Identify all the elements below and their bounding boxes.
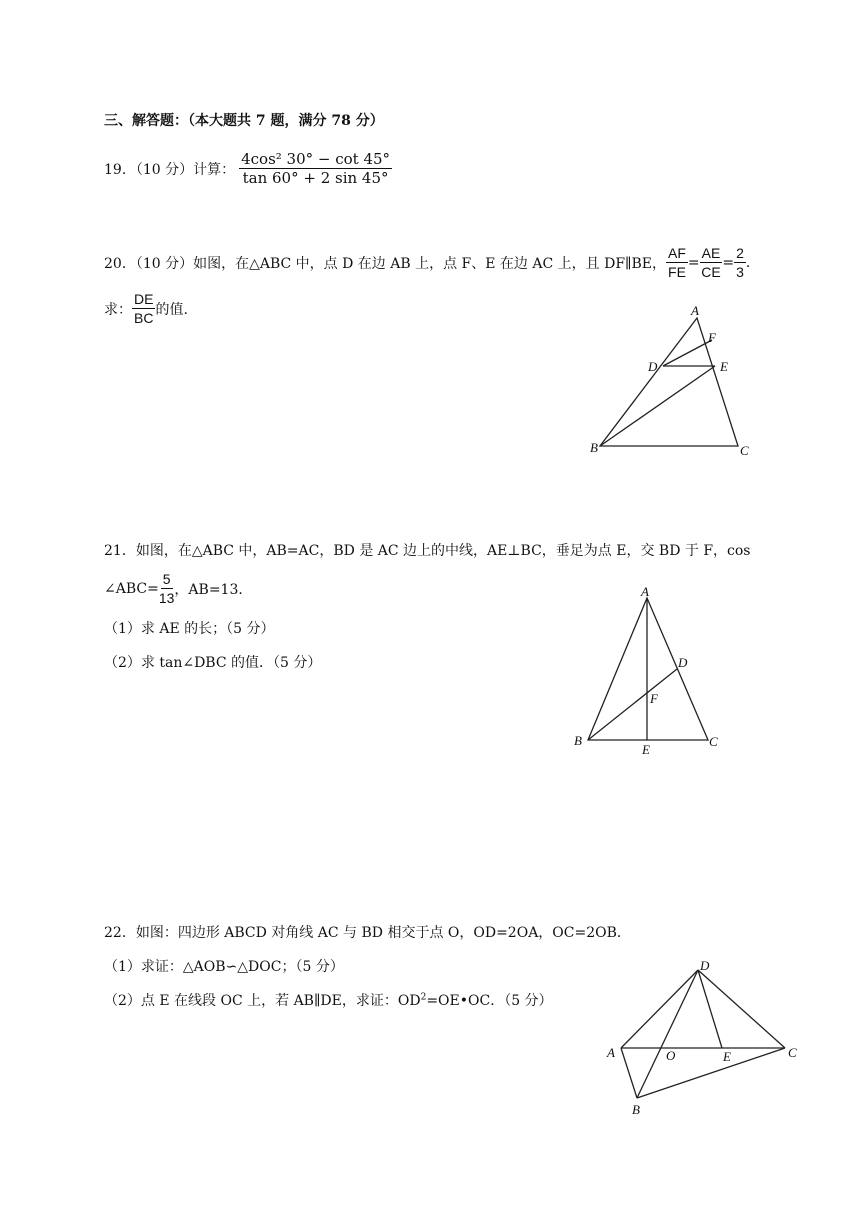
label-b: B — [574, 733, 582, 748]
q19-denominator: tan 60° + 2 sin 45° — [242, 169, 389, 187]
frac-den: BC — [134, 310, 154, 326]
label-d: D — [678, 655, 688, 670]
question-20 — [104, 244, 750, 281]
q21-line2-suffix: ，AB=13． — [174, 581, 253, 598]
q20-ask-prefix: 求： — [104, 301, 132, 318]
q22-part1: （1）求证：△AOB∽△DOC；（5 分） — [104, 959, 344, 975]
q20-frac-af-fe — [666, 244, 688, 281]
q22-part2-suffix: =OE•OC．（5 分） — [426, 993, 553, 1009]
period: . — [745, 254, 751, 271]
triangle-abc — [588, 598, 708, 740]
frac-num: 5 — [162, 571, 171, 587]
label-a: A — [641, 584, 649, 599]
question-19 — [104, 150, 392, 187]
q22-text: 22．如图：四边形 ABCD 对角线 AC 与 BD 相交于点 O，OD=2OA，OC=2OB． — [104, 925, 631, 941]
label-c: C — [788, 1045, 797, 1060]
frac-num: AE — [701, 245, 721, 261]
q19-prefix: 19．（10 分）计算： — [104, 161, 236, 178]
q21-part1: （1）求 AE 的长；（5 分） — [104, 621, 275, 637]
q19-numerator: 4cos² 30° − cot 45° — [241, 150, 391, 168]
q22-part2 — [104, 990, 553, 1010]
q20-frac-ae-ce — [700, 244, 723, 281]
diagonal-bd — [637, 970, 698, 1098]
side-ad — [621, 970, 698, 1048]
triangle-abc — [600, 318, 738, 446]
label-e: E — [723, 1049, 731, 1064]
segment-de — [698, 970, 722, 1048]
label-a: A — [691, 303, 699, 318]
frac-num: 2 — [736, 245, 744, 261]
superscript-2: 2 — [420, 992, 427, 1003]
q20-ask-suffix: 的值. — [155, 301, 188, 318]
label-c: C — [740, 443, 749, 458]
label-b: B — [632, 1102, 640, 1117]
q20-figure — [580, 300, 760, 465]
q20-text: 20．（10 分）如图，在△ABC 中，点 D 在边 AB 上，点 F、E 在边 AC 上，且 DF∥BE， — [104, 255, 667, 272]
q22-figure — [600, 955, 810, 1120]
frac-den: 13 — [158, 590, 175, 606]
label-f: F — [650, 691, 658, 706]
side-dc — [698, 970, 785, 1048]
label-o: O — [666, 1048, 676, 1063]
frac-den: CE — [701, 264, 721, 280]
q19-fraction — [239, 150, 392, 187]
q21-cos-fraction — [159, 570, 175, 607]
equals-sign: = — [722, 254, 735, 271]
label-f: F — [708, 330, 716, 345]
median-bd — [588, 669, 677, 740]
side-ab — [621, 1048, 637, 1098]
label-b: B — [590, 440, 598, 455]
section-heading: 三、解答题：（本大题共 7 题，满分 78 分） — [104, 113, 384, 129]
frac-num: AF — [668, 245, 686, 261]
label-a: A — [607, 1045, 615, 1060]
label-d: D — [700, 958, 710, 973]
frac-den: FE — [668, 264, 686, 280]
side-bc — [637, 1048, 785, 1098]
q20-ask — [104, 290, 188, 327]
label-e: E — [642, 742, 650, 757]
q20-frac-de-bc — [132, 290, 155, 327]
equals-sign: = — [687, 254, 700, 271]
q21-line2 — [104, 570, 252, 607]
q20-frac-2-3 — [734, 244, 746, 281]
segment-be — [600, 366, 715, 446]
q22-part2-prefix: （2）点 E 在线段 OC 上，若 AB∥DE，求证：OD — [104, 993, 421, 1009]
q21-text: 21．如图，在△ABC 中，AB=AC，BD 是 AC 边上的中线，AE⊥BC，垂足为点 E，交 BD 于 F，cos — [104, 543, 751, 559]
frac-num: DE — [134, 291, 154, 307]
q21-part2: （2）求 tan∠DBC 的值．（5 分） — [104, 655, 322, 671]
q21-figure — [565, 580, 735, 760]
label-d: D — [648, 359, 658, 374]
frac-den: 3 — [736, 264, 744, 280]
label-e: E — [720, 359, 728, 374]
q21-angle-prefix: ∠ABC= — [104, 580, 159, 597]
label-c: C — [709, 734, 718, 749]
